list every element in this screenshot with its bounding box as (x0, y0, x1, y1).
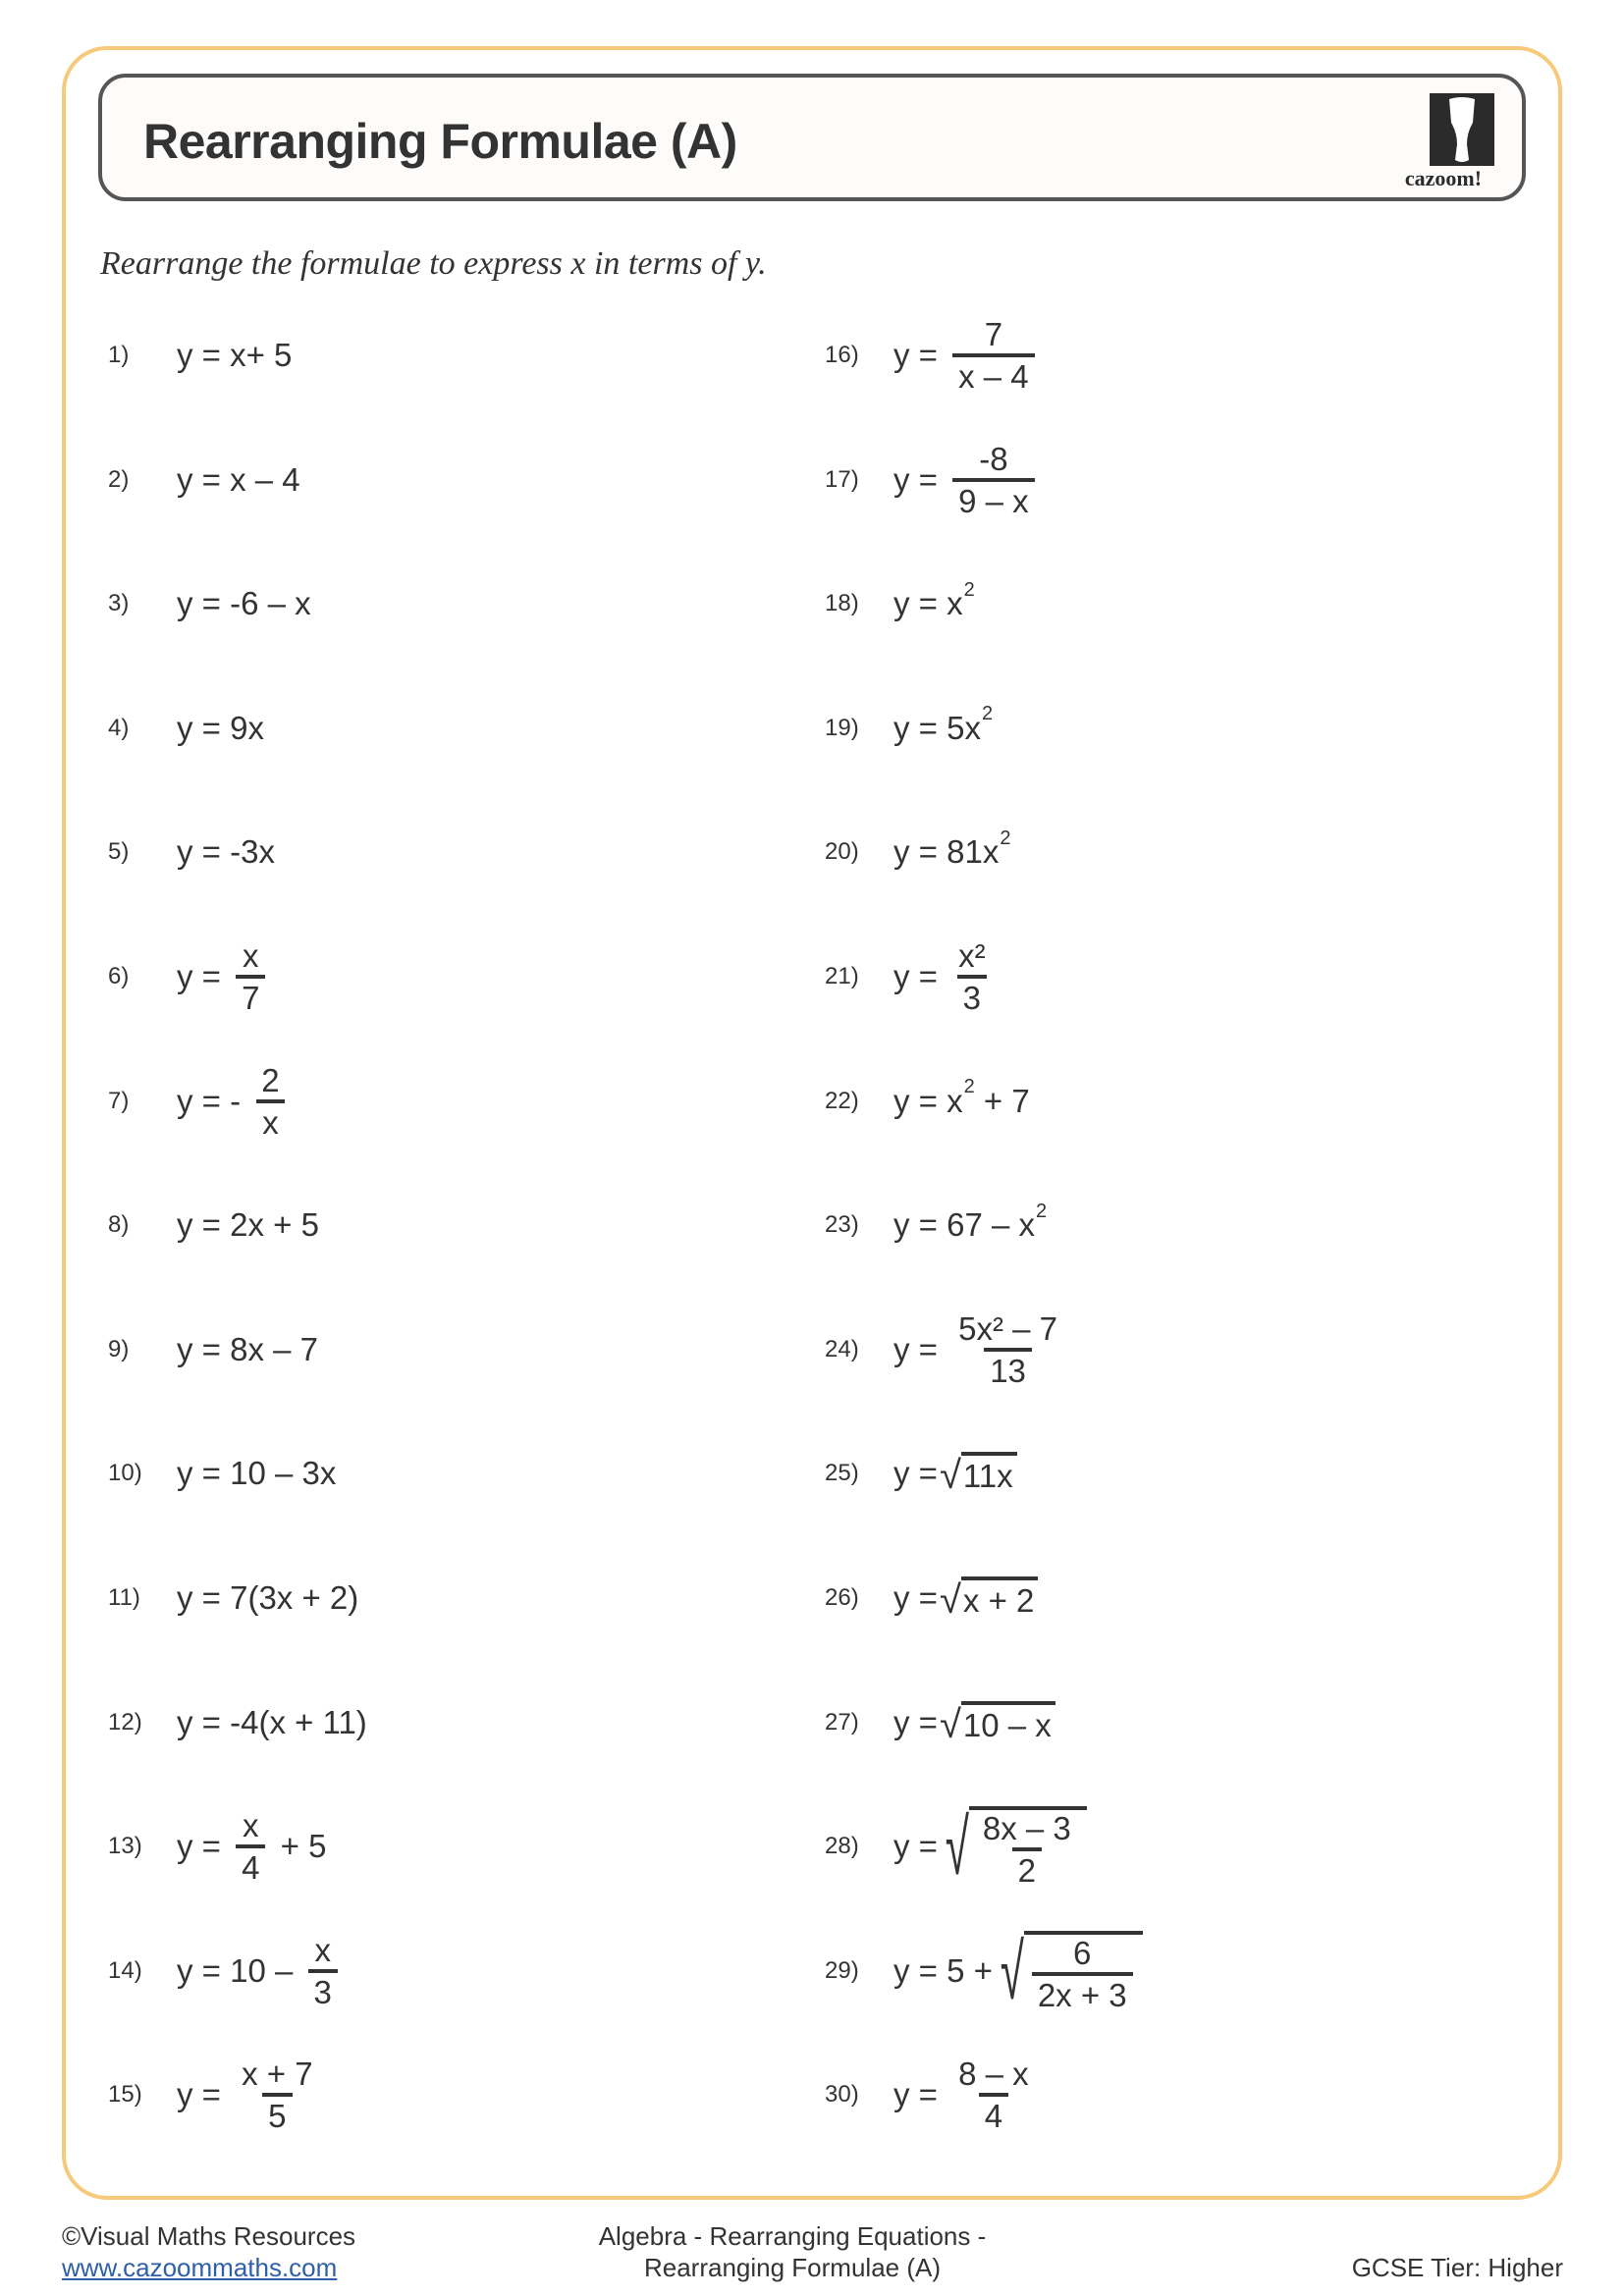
formula (893, 1927, 1143, 2015)
instructions: Rearrange the formulae to express x in terms of y. (100, 245, 767, 282)
denominator: 13 (984, 1348, 1032, 1387)
formula (893, 1309, 1069, 1389)
formula-text: y = 67 – x (893, 1206, 1036, 1244)
fraction (952, 1309, 1063, 1389)
numerator: 8x – 3 (982, 1810, 1071, 1847)
numerator: -8 (979, 440, 1008, 477)
fraction (308, 1931, 338, 2010)
denominator: x (256, 1099, 285, 1139)
topic-line-1: Algebra - Rearranging Equations - (598, 2221, 987, 2251)
drum-icon (1430, 93, 1494, 166)
exponent: 2 (981, 703, 994, 725)
formula-text: y = 5 + (893, 1951, 993, 1989)
formula-text: y = -3x (177, 833, 275, 871)
fraction (977, 1810, 1077, 1890)
formula (177, 461, 300, 499)
formula (177, 1206, 319, 1244)
question-number: 6) (108, 963, 130, 989)
formula-text: y = (177, 958, 231, 994)
question-number: 7) (108, 1087, 130, 1114)
formula-text: y = 9x (177, 709, 264, 746)
question-number: 17) (825, 465, 859, 493)
question-number: 12) (108, 1708, 142, 1735)
question-number: 18) (825, 590, 859, 617)
question-number: 9) (108, 1335, 130, 1362)
formula-text: y = (177, 1828, 231, 1865)
square-root (939, 1452, 1017, 1498)
formula-text: y = (893, 958, 947, 994)
numerator: x² (958, 937, 986, 974)
formula (893, 1076, 1030, 1120)
fraction (255, 1061, 285, 1141)
denominator: 3 (308, 1969, 338, 2008)
formula (893, 1200, 1048, 1244)
formula-text: y = x (893, 1082, 963, 1119)
question-number: 22) (825, 1087, 859, 1114)
question-number: 24) (825, 1335, 859, 1362)
formula-text: y = -6 – x (177, 585, 311, 622)
numerator: x (243, 1807, 259, 1844)
fraction (952, 440, 1035, 519)
formula-text: y = 5x (893, 709, 981, 746)
question-number: 27) (825, 1708, 859, 1735)
question-number: 11) (108, 1584, 140, 1611)
exponent: 2 (1036, 1200, 1048, 1222)
square-root (940, 1701, 1056, 1744)
numerator: 7 (984, 316, 1003, 352)
numerator: x (243, 937, 259, 974)
numerator: x (314, 1931, 331, 1968)
formula (893, 1803, 1087, 1892)
radical-icon: √ (945, 1803, 969, 1892)
copyright-text: ©Visual Maths Resources (62, 2221, 356, 2251)
formula-text: y = 8x – 7 (177, 1330, 319, 1367)
fraction (236, 2056, 318, 2135)
tier-label: GCSE Tier: Higher (1351, 2253, 1563, 2282)
radicand (1024, 1931, 1143, 2011)
formula (893, 827, 1011, 871)
formula-text: y = - (177, 1082, 250, 1119)
website-link[interactable]: www.cazoommaths.com (62, 2253, 338, 2282)
square-root (940, 1576, 1038, 1620)
formula (177, 939, 271, 1014)
denominator: 7 (236, 975, 265, 1014)
question-number: 21) (825, 963, 859, 989)
exponent: 2 (1000, 827, 1011, 849)
numerator: 8 – x (958, 2056, 1029, 2093)
fraction (1032, 1934, 1133, 2013)
question-number: 30) (825, 2081, 859, 2109)
question-number: 3) (108, 590, 130, 617)
formula (177, 1331, 318, 1368)
formula-text: y = (893, 1703, 938, 1740)
question-number: 2) (108, 465, 130, 493)
fraction (236, 939, 265, 1014)
formula-text: y = (893, 1455, 938, 1492)
question-number: 20) (825, 838, 859, 866)
formula-text: y = (893, 1828, 938, 1865)
question-number: 14) (108, 1956, 142, 1984)
formula (177, 833, 275, 871)
formula-text: y = (893, 1330, 947, 1367)
formula-text: + 5 (271, 1828, 327, 1865)
question-number: 29) (825, 1956, 859, 1984)
formula (177, 2056, 325, 2135)
question-number: 26) (825, 1584, 859, 1611)
formula (893, 939, 998, 1014)
formula (893, 440, 1041, 519)
formula (177, 1931, 344, 2010)
radicand: 10 – x (961, 1701, 1056, 1744)
formula-text: y = 10 – 3x (177, 1455, 337, 1492)
question-number: 28) (825, 1833, 859, 1860)
denominator: x – 4 (952, 353, 1035, 393)
numerator: 6 (1073, 1934, 1092, 1971)
cazoom-logo (1388, 93, 1496, 189)
exponent: 2 (963, 1076, 975, 1098)
formula-text: y = (893, 337, 947, 373)
formula-text: y = x – 4 (177, 460, 300, 498)
formula-text: y = 81x (893, 833, 1000, 871)
formula (893, 1701, 1056, 1744)
question-number: 4) (108, 714, 130, 741)
radical-icon: √ (939, 1578, 961, 1622)
denominator: 5 (262, 2093, 292, 2132)
formula-text: y = x+ 5 (177, 337, 293, 373)
question-number: 1) (108, 342, 130, 368)
radical-icon: √ (939, 1702, 961, 1746)
topic-line-2: Rearranging Formulae (A) (643, 2253, 941, 2282)
formula-text: y = 2x + 5 (177, 1206, 319, 1244)
numerator: 2 (261, 1061, 280, 1098)
numerator: x + 7 (242, 2056, 313, 2093)
formula-text: y = (177, 2076, 231, 2113)
formula-text: y = 10 – (177, 1951, 302, 1989)
fraction (952, 318, 1035, 393)
fraction (236, 1807, 265, 1887)
question-number: 13) (108, 1833, 142, 1860)
square-root (995, 1927, 1143, 2015)
radical-icon: √ (1000, 1927, 1024, 2015)
formula (177, 1061, 292, 1141)
formula-text: y = 7(3x + 2) (177, 1579, 359, 1616)
formula (177, 710, 264, 747)
question-number: 25) (825, 1460, 859, 1487)
question-number: 16) (825, 342, 859, 368)
formula (893, 578, 975, 622)
formula-text: y = -4(x + 11) (177, 1703, 367, 1740)
denominator: 9 – x (952, 478, 1035, 517)
radicand: 11x (961, 1452, 1017, 1495)
fraction (952, 2056, 1035, 2135)
question-number: 15) (108, 2081, 142, 2109)
denominator: 2 (1012, 1847, 1042, 1887)
fraction (952, 939, 992, 1014)
formula (177, 1807, 327, 1887)
denominator: 3 (957, 975, 987, 1014)
denominator: 4 (979, 2093, 1008, 2132)
formula (177, 1455, 336, 1492)
formula-text: y = x (893, 585, 963, 622)
question-number: 10) (108, 1460, 142, 1487)
formula (177, 1579, 358, 1617)
exponent: 2 (963, 578, 975, 601)
question-number: 5) (108, 838, 130, 866)
question-number: 8) (108, 1211, 130, 1239)
formula (893, 2056, 1041, 2135)
page-title: Rearranging Formulae (A) (143, 114, 737, 169)
formula-text: y = (893, 1579, 938, 1616)
denominator: 2x + 3 (1032, 1972, 1133, 2011)
formula (893, 318, 1041, 393)
question-number: 19) (825, 714, 859, 741)
radical-icon: √ (939, 1454, 961, 1498)
formula (893, 1576, 1038, 1620)
radicand (969, 1806, 1087, 1890)
title-banner (98, 74, 1526, 201)
formula (893, 703, 994, 747)
formula-text: + 7 (974, 1082, 1030, 1119)
formula-text: y = (893, 460, 947, 498)
radicand: x + 2 (961, 1576, 1038, 1620)
formula (177, 585, 311, 622)
denominator: 4 (236, 1844, 265, 1884)
numerator: 5x² – 7 (958, 1309, 1057, 1347)
formula (177, 337, 292, 374)
formula (177, 1704, 367, 1741)
formula-text: y = (893, 2076, 947, 2113)
formula (893, 1452, 1017, 1498)
logo-wordmark: cazoom! (1404, 166, 1483, 190)
question-number: 23) (825, 1211, 859, 1239)
square-root (940, 1803, 1087, 1892)
